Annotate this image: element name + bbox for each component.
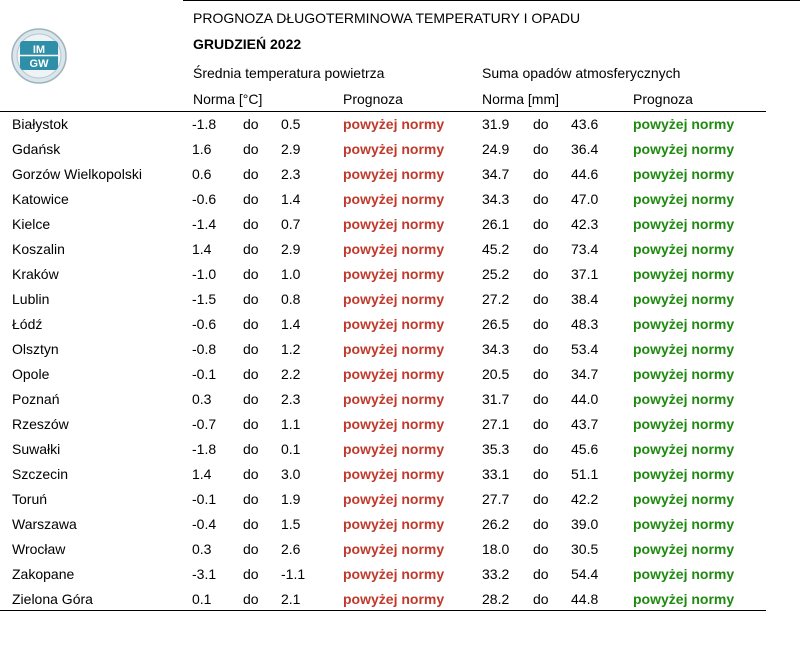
temp-norm-min-cell: -1.4 [192,216,217,232]
precip-norm-min-cell: 26.5 [482,316,510,332]
temp-range-separator: do [243,391,259,407]
temp-norm-max-cell: 2.3 [281,391,301,407]
temp-norm-min-cell: -0.1 [192,491,217,507]
temp-norm-max-cell: 0.5 [281,116,301,132]
temp-norm-min-cell: -3.1 [192,566,217,582]
temp-norm-max-cell: 1.2 [281,341,301,357]
precipitation-group-header: Suma opadów atmosferycznych [482,65,681,81]
temp-forecast-cell: powyżej normy [343,166,445,182]
precip-range-separator: do [533,566,549,582]
temp-norm-min-cell: 1.4 [192,241,212,257]
temp-norm-max-cell: 2.6 [281,541,301,557]
temp-norm-min-cell: -0.7 [192,416,217,432]
precip-forecast-cell: powyżej normy [633,166,735,182]
precip-norm-max-cell: 48.3 [571,316,599,332]
precip-range-separator: do [533,116,549,132]
precip-norm-min-cell: 35.3 [482,441,510,457]
temp-norm-max-cell: 1.9 [281,491,301,507]
precip-range-separator: do [533,416,549,432]
temp-norm-max-cell: 1.4 [281,316,301,332]
city-cell: Lublin [12,291,50,307]
precip-range-separator: do [533,541,549,557]
table-row [0,312,766,337]
table-row [0,212,766,237]
temp-norm-min-cell: -0.6 [192,191,217,207]
temp-range-separator: do [243,416,259,432]
temp-range-separator: do [243,116,259,132]
precip-norm-min-cell: 28.2 [482,591,510,607]
precip-forecast-cell: powyżej normy [633,291,735,307]
precip-norm-max-cell: 51.1 [571,466,599,482]
city-cell: Gorzów Wielkopolski [12,166,142,182]
precip-forecast-cell: powyżej normy [633,241,735,257]
temp-norm-max-cell: 1.1 [281,416,301,432]
temperature-forecast-header: Prognoza [343,91,403,107]
top-rule [183,0,800,1]
temp-forecast-cell: powyżej normy [343,516,445,532]
temp-norm-min-cell: -0.6 [192,316,217,332]
temp-norm-max-cell: 1.4 [281,191,301,207]
precip-forecast-cell: powyżej normy [633,191,735,207]
precip-forecast-cell: powyżej normy [633,541,735,557]
svg-text:GW: GW [29,58,49,70]
temp-range-separator: do [243,266,259,282]
temp-range-separator: do [243,191,259,207]
precip-forecast-cell: powyżej normy [633,316,735,332]
precip-forecast-cell: powyżej normy [633,516,735,532]
precip-norm-max-cell: 54.4 [571,566,599,582]
temp-norm-min-cell: 1.4 [192,466,212,482]
city-cell: Katowice [12,191,69,207]
temp-forecast-cell: powyżej normy [343,391,445,407]
table-row [0,162,766,187]
precip-range-separator: do [533,341,549,357]
temp-norm-max-cell: 0.7 [281,216,301,232]
precip-norm-min-cell: 31.9 [482,116,510,132]
precip-range-separator: do [533,466,549,482]
precip-norm-min-cell: 34.7 [482,166,510,182]
temp-forecast-cell: powyżej normy [343,591,445,607]
table-row [0,512,766,537]
city-cell: Poznań [12,391,60,407]
precip-norm-max-cell: 42.2 [571,491,599,507]
precip-forecast-cell: powyżej normy [633,216,735,232]
temp-norm-min-cell: -1.8 [192,441,217,457]
precip-norm-min-cell: 31.7 [482,391,510,407]
temp-forecast-cell: powyżej normy [343,116,445,132]
precip-norm-max-cell: 43.7 [571,416,599,432]
temp-range-separator: do [243,441,259,457]
city-cell: Zielona Góra [12,591,93,607]
temp-norm-max-cell: 2.3 [281,166,301,182]
temp-range-separator: do [243,291,259,307]
temp-forecast-cell: powyżej normy [343,266,445,282]
city-cell: Łódź [12,316,43,332]
precip-norm-min-cell: 33.1 [482,466,510,482]
precip-range-separator: do [533,241,549,257]
temp-norm-max-cell: 1.0 [281,266,301,282]
table-row [0,387,766,412]
city-cell: Białystok [12,116,69,132]
city-cell: Koszalin [12,241,65,257]
temp-forecast-cell: powyżej normy [343,216,445,232]
table-row [0,437,766,462]
temp-forecast-cell: powyżej normy [343,416,445,432]
precip-norm-max-cell: 73.4 [571,241,599,257]
precip-norm-max-cell: 45.6 [571,441,599,457]
temp-range-separator: do [243,566,259,582]
temp-norm-min-cell: -0.8 [192,341,217,357]
precip-range-separator: do [533,591,549,607]
temp-norm-max-cell: 2.2 [281,366,301,382]
precip-norm-max-cell: 44.6 [571,166,599,182]
temp-forecast-cell: powyżej normy [343,366,445,382]
precip-norm-max-cell: 30.5 [571,541,599,557]
temp-norm-min-cell: -0.4 [192,516,217,532]
precip-range-separator: do [533,441,549,457]
city-cell: Suwałki [12,441,61,457]
temp-forecast-cell: powyżej normy [343,341,445,357]
temp-range-separator: do [243,541,259,557]
precip-range-separator: do [533,516,549,532]
precip-forecast-cell: powyżej normy [633,566,735,582]
precip-norm-max-cell: 47.0 [571,191,599,207]
precip-forecast-cell: powyżej normy [633,466,735,482]
precip-norm-max-cell: 43.6 [571,116,599,132]
precipitation-norm-header: Norma [mm] [482,91,559,107]
table-row [0,462,766,487]
precip-norm-min-cell: 34.3 [482,341,510,357]
bottom-rule [0,610,766,611]
temperature-norm-header: Norma [°C] [193,91,263,107]
precip-norm-max-cell: 53.4 [571,341,599,357]
precip-forecast-cell: powyżej normy [633,391,735,407]
precip-range-separator: do [533,191,549,207]
table-row [0,287,766,312]
temp-norm-min-cell: -1.8 [192,116,217,132]
temp-norm-min-cell: 0.3 [192,391,212,407]
precip-norm-min-cell: 26.2 [482,516,510,532]
temp-range-separator: do [243,591,259,607]
precip-norm-max-cell: 44.8 [571,591,599,607]
city-cell: Wrocław [12,541,66,557]
precip-range-separator: do [533,391,549,407]
temp-norm-min-cell: 0.6 [192,166,212,182]
temp-norm-max-cell: 2.9 [281,241,301,257]
temp-forecast-cell: powyżej normy [343,141,445,157]
table-row [0,537,766,562]
precip-forecast-cell: powyżej normy [633,416,735,432]
temp-range-separator: do [243,341,259,357]
table-row [0,362,766,387]
city-cell: Szczecin [12,466,69,482]
table-row [0,487,766,512]
temp-range-separator: do [243,466,259,482]
city-cell: Gdańsk [12,141,61,157]
precip-forecast-cell: powyżej normy [633,491,735,507]
temp-norm-min-cell: 1.6 [192,141,212,157]
city-cell: Toruń [12,491,48,507]
city-cell: Warszawa [12,516,77,532]
temp-range-separator: do [243,141,259,157]
temp-range-separator: do [243,316,259,332]
precip-forecast-cell: powyżej normy [633,116,735,132]
precip-norm-max-cell: 38.4 [571,291,599,307]
temp-norm-min-cell: -0.1 [192,366,217,382]
precip-forecast-cell: powyżej normy [633,366,735,382]
temp-norm-min-cell: 0.3 [192,541,212,557]
temp-norm-max-cell: 1.5 [281,516,301,532]
temp-forecast-cell: powyżej normy [343,291,445,307]
table-row [0,237,766,262]
precip-norm-min-cell: 25.2 [482,266,510,282]
precip-norm-max-cell: 39.0 [571,516,599,532]
city-cell: Opole [12,366,50,382]
precip-forecast-cell: powyżej normy [633,441,735,457]
temp-norm-max-cell: 2.9 [281,141,301,157]
precip-range-separator: do [533,491,549,507]
table-row [0,262,766,287]
precip-range-separator: do [533,166,549,182]
table-row [0,337,766,362]
svg-text:IM: IM [32,44,46,56]
imgw-logo [6,27,72,85]
temp-range-separator: do [243,241,259,257]
temp-norm-max-cell: 0.8 [281,291,301,307]
temp-norm-min-cell: -1.5 [192,291,217,307]
city-cell: Kraków [12,266,59,282]
temp-norm-max-cell: 3.0 [281,466,301,482]
precip-norm-min-cell: 45.2 [482,241,510,257]
precip-range-separator: do [533,366,549,382]
precip-norm-max-cell: 37.1 [571,266,599,282]
precip-range-separator: do [533,141,549,157]
temp-forecast-cell: powyżej normy [343,241,445,257]
precip-norm-min-cell: 27.1 [482,416,510,432]
city-cell: Rzeszów [12,416,69,432]
precip-forecast-cell: powyżej normy [633,591,735,607]
precipitation-forecast-header: Prognoza [633,91,693,107]
city-cell: Zakopane [12,566,75,582]
temp-forecast-cell: powyżej normy [343,566,445,582]
temp-range-separator: do [243,366,259,382]
temp-range-separator: do [243,216,259,232]
temp-norm-min-cell: -1.0 [192,266,217,282]
temp-forecast-cell: powyżej normy [343,316,445,332]
precip-norm-min-cell: 18.0 [482,541,510,557]
precip-norm-min-cell: 24.9 [482,141,510,157]
page-subtitle: GRUDZIEŃ 2022 [193,36,302,52]
precip-norm-min-cell: 33.2 [482,566,510,582]
temp-forecast-cell: powyżej normy [343,441,445,457]
table-row [0,112,766,137]
precip-norm-min-cell: 27.7 [482,491,510,507]
precip-range-separator: do [533,316,549,332]
precip-norm-max-cell: 44.0 [571,391,599,407]
precip-forecast-cell: powyżej normy [633,266,735,282]
temp-range-separator: do [243,166,259,182]
precip-norm-max-cell: 34.7 [571,366,599,382]
precip-norm-min-cell: 20.5 [482,366,510,382]
table-row [0,587,766,612]
precip-norm-max-cell: 36.4 [571,141,599,157]
temperature-group-header: Średnia temperatura powietrza [193,65,385,81]
table-row [0,187,766,212]
forecast-table-body [0,112,766,612]
temp-range-separator: do [243,491,259,507]
temp-range-separator: do [243,516,259,532]
temp-norm-max-cell: -1.1 [281,566,306,582]
table-row [0,412,766,437]
precip-norm-min-cell: 27.2 [482,291,510,307]
table-row [0,137,766,162]
temp-forecast-cell: powyżej normy [343,191,445,207]
temp-norm-max-cell: 0.1 [281,441,301,457]
temp-forecast-cell: powyżej normy [343,491,445,507]
city-cell: Kielce [12,216,51,232]
page-title: PROGNOZA DŁUGOTERMINOWA TEMPERATURY I OPADU [193,10,581,26]
precip-norm-max-cell: 42.3 [571,216,599,232]
precip-range-separator: do [533,291,549,307]
temp-forecast-cell: powyżej normy [343,466,445,482]
temp-norm-min-cell: 0.1 [192,591,212,607]
precip-norm-min-cell: 26.1 [482,216,510,232]
temp-forecast-cell: powyżej normy [343,541,445,557]
precip-norm-min-cell: 34.3 [482,191,510,207]
precip-range-separator: do [533,216,549,232]
precip-forecast-cell: powyżej normy [633,141,735,157]
city-cell: Olsztyn [12,341,59,357]
precip-range-separator: do [533,266,549,282]
precip-forecast-cell: powyżej normy [633,341,735,357]
table-row [0,562,766,587]
temp-norm-max-cell: 2.1 [281,591,301,607]
